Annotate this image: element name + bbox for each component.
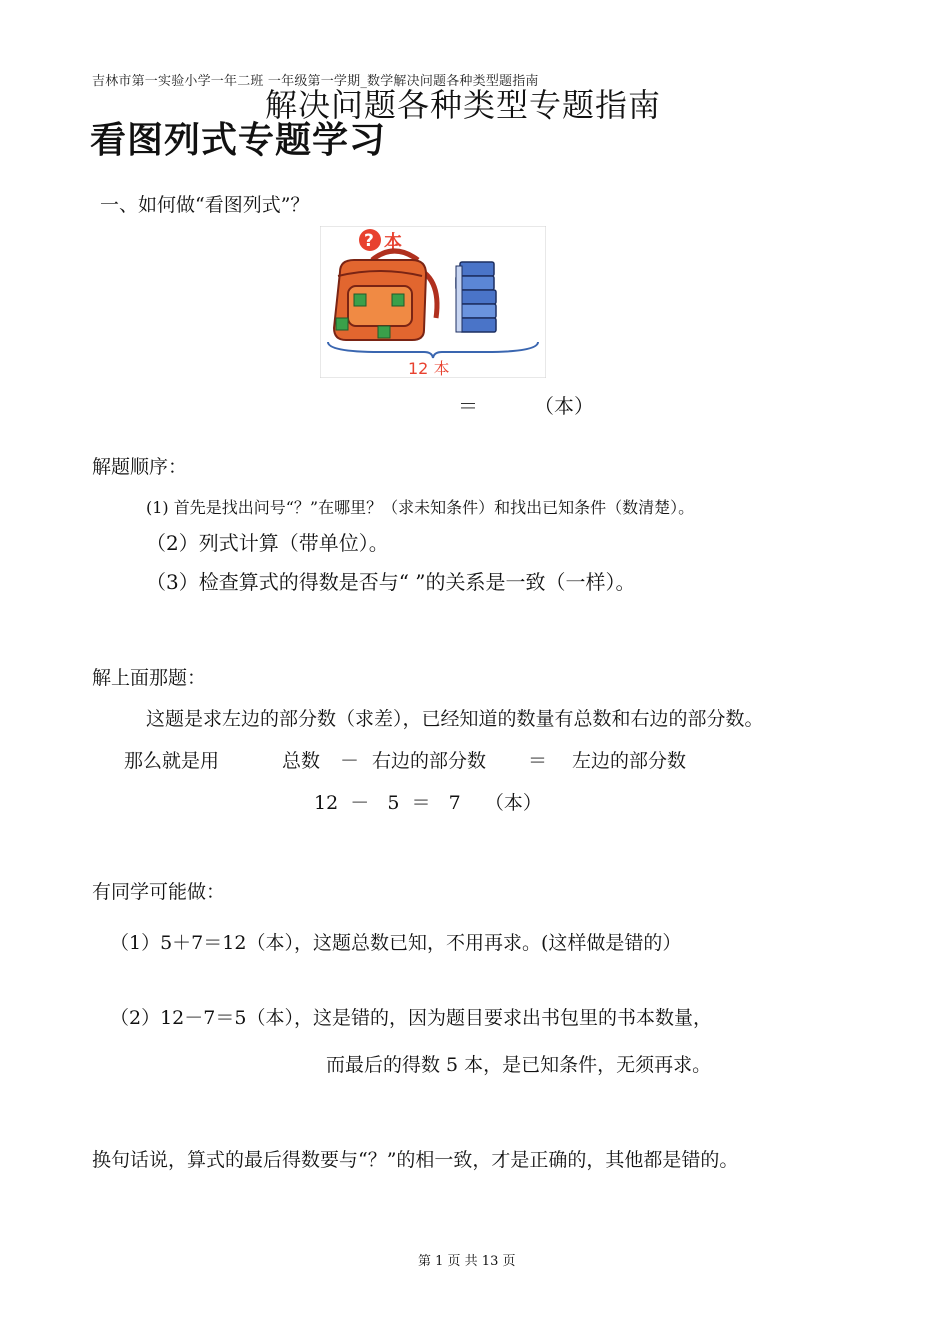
method-equals: ＝ [528,750,548,772]
mistakes-heading: 有同学可能做： [92,881,226,903]
method-left-part: 左边的部分数 [572,750,687,772]
figure-canvas [320,226,546,378]
order-heading: 解题顺序： [92,456,188,478]
page-footer: 第 1 页 共 13 页 [418,1254,516,1269]
answer-unit: （本） [534,394,594,418]
svg-text:本: 本 [384,232,402,253]
svg-text:?: ? [364,231,374,251]
solution-equation: 12 － 5 ＝ 7 （本） [314,792,542,814]
running-head: 吉林市第一实验小学一年二班 一年级第一学期_数学解决问题各种类型题指南 [92,74,539,89]
section-title: 看图列式专题学习 [90,120,387,161]
order-step-1: (1) 首先是找出问号“？”在哪里？（求未知条件）和找出已知条件（数清楚）。 [146,498,695,517]
answer-equals: ＝ [458,394,478,418]
method-total: 总数 [282,750,321,772]
method-minus: － [340,750,360,772]
problem-figure [320,226,546,378]
solution-explanation: 这题是求左边的部分数（求差），已经知道的数量有总数和右边的部分数。 [146,708,764,730]
order-step-2: （2）列式计算（带单位）。 [146,531,389,555]
books-stack-icon [456,262,496,332]
conclusion-text: 换句话说，算式的最后得数要与“？”的相一致，才是正确的，其他都是错的。 [92,1149,739,1171]
backpack-icon [334,251,437,340]
page-title: 解决问题各种类型专题指南 [265,86,662,124]
mistake-item-2-line-2: 而最后的得数 5 本，是已知条件，无须再求。 [326,1054,712,1076]
mistake-item-2-line-1: （2）12－7＝5（本），这是错的，因为题目要求出书包里的书本数量， [110,1007,712,1029]
mistake-item-1: （1）5＋7＝12（本），这题总数已知，不用再求。(这样做是错的） [110,932,682,954]
solution-heading: 解上面那题： [92,667,207,689]
method-prefix: 那么就是用 [124,750,220,772]
order-step-3: （3）检查算式的得数是否与“ ”的关系是一致（一样）。 [146,570,636,594]
section1-heading: 一、如何做“看图列式”？ [100,194,310,216]
total-label: 12 本 [408,359,450,378]
method-right-part: 右边的部分数 [372,750,487,772]
